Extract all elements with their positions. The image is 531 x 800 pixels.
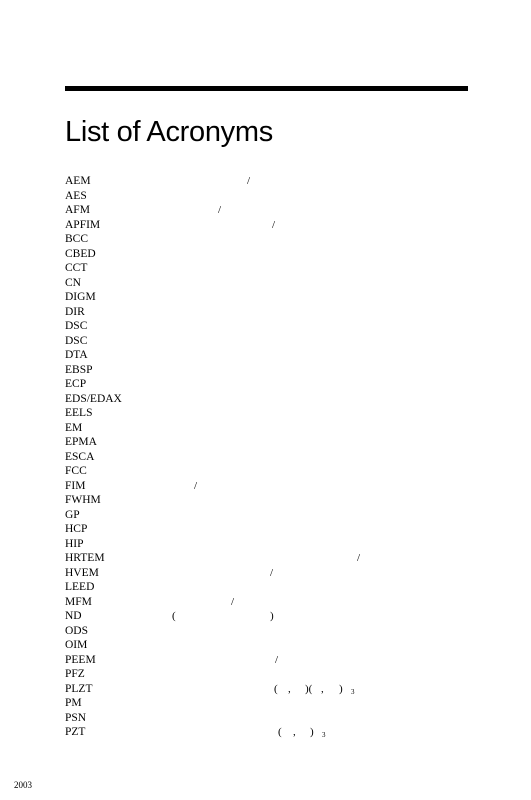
acronym-row [65, 522, 485, 537]
page-title: List of Acronyms [65, 116, 273, 148]
definition-fragment: / [247, 175, 251, 187]
acronym-row [65, 435, 485, 450]
acronym-row [65, 305, 485, 320]
definition-fragment: )( [305, 682, 313, 695]
definition-fragment: 3 [322, 731, 326, 739]
acronym-term: DIGM [65, 291, 96, 303]
acronym-term: CBED [65, 247, 96, 260]
acronym-term: FIM [65, 479, 86, 492]
acronym-row [65, 276, 485, 291]
acronym-row [65, 595, 485, 610]
acronym-term: PSN [65, 711, 87, 724]
acronym-row [65, 624, 485, 639]
acronym-row [65, 450, 485, 465]
acronym-row [65, 334, 485, 349]
acronym-term: DIR [65, 305, 85, 318]
definition-fragment: / [218, 204, 222, 216]
acronym-row [65, 667, 485, 682]
acronym-row [65, 479, 485, 494]
acronym-row [65, 290, 485, 305]
acronym-term: HIP [65, 537, 84, 550]
definition-fragment: ( [172, 610, 176, 622]
definition-fragment: ( [274, 682, 278, 695]
acronym-row [65, 725, 485, 740]
definition-fragment: / [231, 595, 235, 608]
definition-fragment: / [272, 218, 276, 231]
acronym-row [65, 377, 485, 392]
acronym-row [65, 508, 485, 523]
acronym-row [65, 537, 485, 552]
acronym-term: PZT [65, 726, 86, 738]
acronym-term: EELS [65, 407, 93, 419]
acronym-term: DSC [65, 320, 88, 332]
title-rule [65, 86, 468, 91]
definition-fragment: 3 [351, 687, 355, 696]
acronym-row [65, 319, 485, 334]
acronym-row [65, 464, 485, 479]
acronym-row [65, 682, 485, 697]
definition-fragment: , [288, 682, 291, 695]
acronym-term: EDS/EDAX [65, 392, 122, 405]
definition-fragment: / [357, 552, 361, 564]
definition-fragment: ) [270, 610, 274, 622]
acronym-row [65, 348, 485, 363]
acronym-term: AFM [65, 204, 90, 216]
acronym-term: PEEM [65, 653, 96, 666]
acronym-row [65, 203, 485, 218]
definition-fragment: ) [339, 682, 343, 695]
acronym-row [65, 609, 485, 624]
acronym-row [65, 653, 485, 668]
acronym-row [65, 566, 485, 581]
acronym-term: PLZT [65, 682, 93, 695]
definition-fragment: ( [278, 726, 282, 738]
acronym-row [65, 406, 485, 421]
acronym-term: DSC [65, 334, 88, 347]
acronym-term: EPMA [65, 436, 97, 448]
acronym-row [65, 711, 485, 726]
acronym-term: DTA [65, 349, 88, 361]
acronym-row [65, 189, 485, 204]
acronym-row [65, 493, 485, 508]
acronym-term: HCP [65, 523, 88, 535]
acronym-term: AEM [65, 175, 91, 187]
acronym-term: FWHM [65, 494, 101, 506]
acronym-term: HRTEM [65, 552, 105, 564]
acronym-row [65, 261, 485, 276]
acronym-row [65, 363, 485, 378]
acronym-row [65, 580, 485, 595]
acronym-term: ODS [65, 624, 89, 637]
acronym-term: CCT [65, 262, 88, 274]
definition-fragment: , [321, 682, 324, 695]
definition-fragment: / [194, 479, 198, 492]
acronym-term: LEED [65, 581, 95, 593]
acronym-term: EBSP [65, 363, 93, 376]
acronym-term: EM [65, 421, 83, 434]
acronym-term: CN [65, 276, 81, 289]
acronym-term: FCC [65, 465, 87, 477]
acronym-row [65, 247, 485, 262]
acronym-term: APFIM [65, 218, 101, 231]
acronym-term: HVEM [65, 566, 99, 579]
acronym-row [65, 218, 485, 233]
acronym-term: PFZ [65, 668, 85, 680]
acronym-row [65, 232, 485, 247]
acronym-term: MFM [65, 595, 92, 608]
page-number: 2003 [14, 780, 32, 790]
acronym-row [65, 421, 485, 436]
acronym-term: ND [65, 610, 82, 622]
acronym-term: AES [65, 189, 87, 202]
definition-fragment: / [275, 653, 279, 666]
acronym-row [65, 696, 485, 711]
acronym-term: BCC [65, 233, 89, 245]
acronym-row [65, 638, 485, 653]
definition-fragment: / [270, 566, 274, 579]
acronym-term: ECP [65, 378, 87, 390]
definition-fragment: ) [310, 726, 314, 738]
acronym-term: PM [65, 697, 82, 709]
acronym-term: GP [65, 508, 80, 521]
acronym-row [65, 174, 485, 189]
acronym-row [65, 392, 485, 407]
definition-fragment: , [293, 726, 296, 738]
acronym-term: OIM [65, 639, 88, 651]
acronym-list [65, 174, 485, 740]
acronym-row [65, 551, 485, 566]
acronym-term: ESCA [65, 450, 95, 463]
